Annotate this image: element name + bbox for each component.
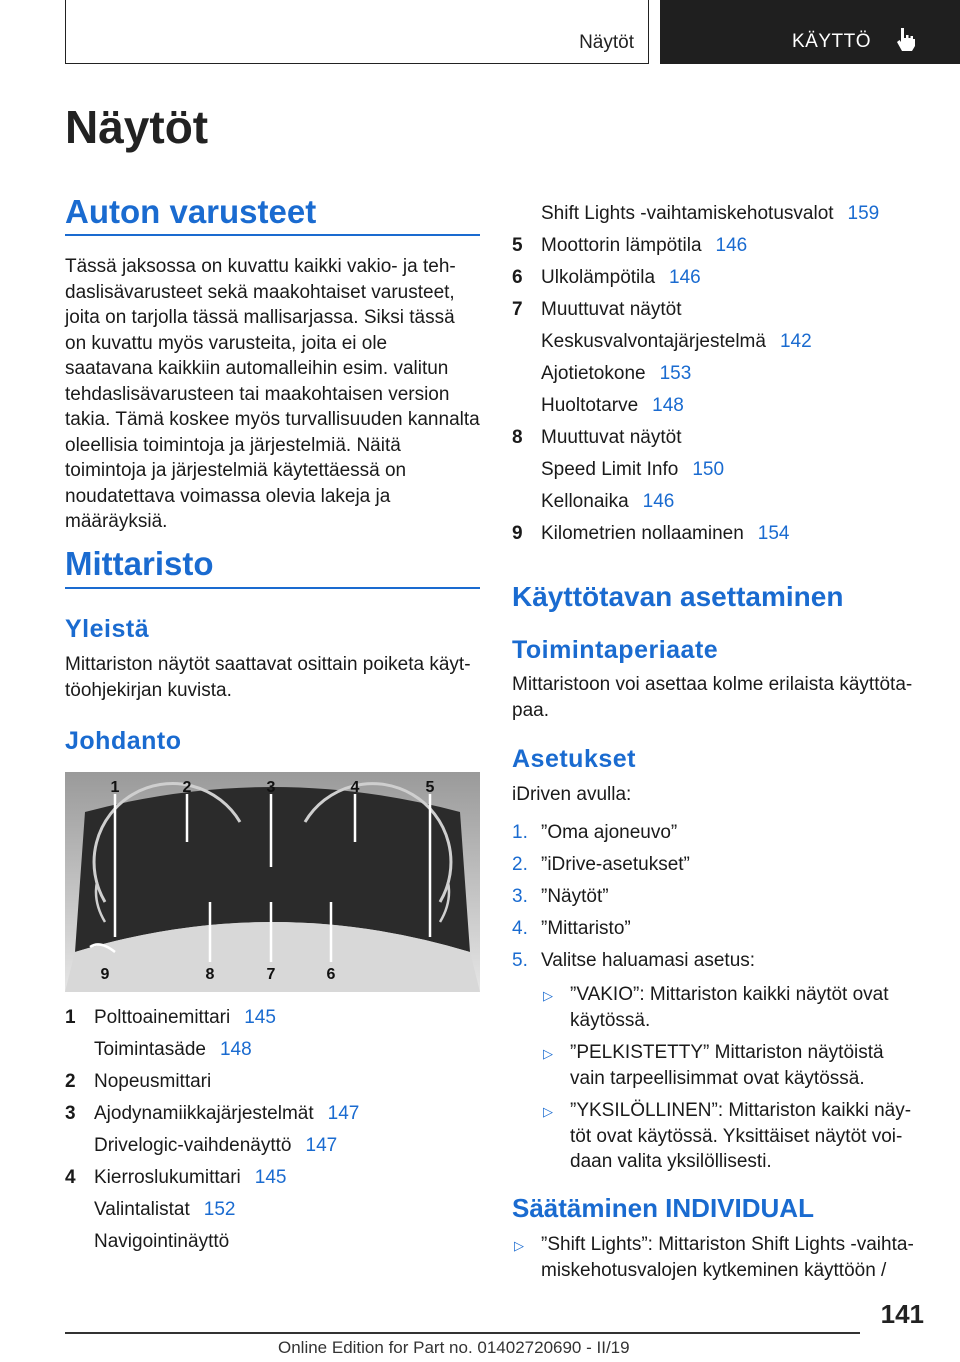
page-reference-link[interactable]: 147 [305, 1135, 338, 1156]
figure-label: 3 [266, 779, 276, 796]
list-number: 1 [65, 1007, 76, 1028]
list-item: Shift Lights -vaihtamiskehotusvalot 159 [541, 203, 880, 224]
list-item: Polttoainemittari 145 [94, 1007, 276, 1028]
figure-label: 1 [110, 779, 120, 796]
figure-label: 8 [205, 966, 215, 983]
instrument-cluster-figure [65, 772, 480, 992]
page-reference-link[interactable]: 146 [642, 491, 675, 512]
triangle-bullet-icon: ▷ [514, 1238, 524, 1253]
figure-label: 6 [326, 966, 336, 983]
auton-varusteet-paragraph: Tässä jaksossa on kuvattu kaikki vakio- ja tehdaslisävarusteet sekä maakohtaiset varusteet, joita on tarjolla tässä mallisarjassa. Siksi tässä on kuvattu myös varusteita, joita ei ole saatavana kaikkiin automalleihin esim. valitun tehdaslisävarusteen tai maakohtaisen version takia. Tämä koskee myös turvallisuuden kannalta oleellisia toimintoja ja järjestelmiä. Näitä toimintoja ja järjestelmiä käytettäessä on noudatettava voimassa olevia lakeja ja määräyksiä. [65, 256, 480, 532]
header-chapter-label: KÄYTTÖ [792, 31, 872, 52]
asetukset-intro: iDriven avulla: [512, 784, 632, 805]
list-number: 2 [65, 1071, 76, 1092]
header-chapter-tab [660, 0, 960, 64]
header-section-label: Näytöt [579, 32, 634, 53]
page-reference-link[interactable]: 146 [715, 235, 748, 256]
list-item: Kellonaika 146 [541, 491, 675, 512]
step-number: 5. [512, 950, 528, 971]
page-reference-link[interactable]: 148 [652, 395, 684, 416]
step-number: 4. [512, 918, 528, 939]
list-number: 9 [512, 523, 523, 544]
page-reference-link[interactable]: 153 [659, 363, 692, 384]
page-reference-link[interactable]: 142 [779, 331, 812, 352]
header-section-tab [65, 0, 649, 64]
page-reference-link[interactable]: 154 [757, 523, 790, 544]
figure-label: 9 [100, 966, 110, 983]
list-item: Moottorin lämpötila 146 [541, 235, 748, 256]
page-reference-link[interactable]: 150 [692, 459, 725, 480]
list-number: 8 [512, 427, 523, 448]
page-reference-link[interactable]: 146 [669, 267, 701, 288]
step-item: ”iDrive-asetukset” [541, 854, 690, 875]
list-number: 3 [65, 1103, 76, 1124]
list-number: 4 [65, 1167, 76, 1188]
list-item: Keskusvalvontajärjestelmä 142 [541, 331, 812, 352]
list-number: 6 [512, 267, 523, 288]
list-item: Huoltotarve 148 [541, 395, 684, 416]
option-item: ”VAKIO”: Mittariston kaikki näytöt ovat käytössä. [570, 984, 889, 1031]
step-number: 1. [512, 822, 528, 843]
option-item: ”PELKISTETTY” Mittariston näytöistä vain tarpeellisimmat ovat käytössä. [570, 1042, 884, 1089]
list-item: Navigointinäyttö [94, 1231, 230, 1252]
footer-rule [65, 1332, 860, 1334]
triangle-bullet-icon: ▷ [543, 1046, 553, 1061]
list-item: Kierroslukumittari 145 [94, 1167, 287, 1188]
heading-asetukset: Asetukset [512, 745, 636, 773]
list-item: Drivelogic-vaihdenäyttö 147 [94, 1135, 338, 1156]
heading-saataminen-individual: Säätäminen INDIVIDUAL [512, 1193, 814, 1223]
list-item: Ajotietokone 153 [541, 363, 692, 384]
page-reference-link[interactable]: 152 [203, 1199, 236, 1220]
list-item: Valintalistat 152 [94, 1199, 236, 1220]
heading-kayttotavan-asettaminen: Käyttötavan asettaminen [512, 581, 844, 612]
list-item: Muuttuvat näytöt [541, 427, 682, 448]
list-number: 7 [512, 299, 523, 320]
list-item: Toimintasäde 148 [94, 1039, 252, 1060]
step-number: 3. [512, 886, 528, 907]
heading-mittaristo: Mittaristo [65, 545, 214, 582]
page-number: 141 [880, 1299, 924, 1329]
yleista-paragraph: Mittariston näytöt saattavat osittain poiketa käyttöohjekirjan kuvista. [65, 654, 471, 701]
hand-pointer-icon [895, 26, 917, 52]
page-reference-link[interactable]: 147 [327, 1103, 360, 1124]
list-item: Kilometrien nollaaminen 154 [541, 523, 790, 544]
list-item: Speed Limit Info 150 [541, 459, 725, 480]
triangle-bullet-icon: ▷ [543, 1104, 553, 1119]
list-item: Ulkolämpötila 146 [541, 267, 701, 288]
figure-label: 2 [182, 779, 192, 796]
heading-auton-varusteet: Auton varusteet [65, 193, 317, 230]
step-item: ”Näytöt” [541, 886, 609, 907]
list-number: 5 [512, 235, 523, 256]
saataminen-bullet: ”Shift Lights”: Mittariston Shift Lights -vaihtamiskehotusvalojen kytkeminen käyttöön / [541, 1234, 914, 1281]
option-item: ”YKSILÖLLINEN”: Mittariston kaikki näytöt ovat käytössä. Yksittäiset näytöt voidaan valita yksilöllisesti. [570, 1100, 912, 1172]
heading-johdanto: Johdanto [65, 727, 182, 755]
heading-yleista: Yleistä [65, 615, 150, 643]
step-item: ”Mittaristo” [541, 918, 631, 939]
list-item: Ajodynamiikkajärjestelmät 147 [94, 1103, 360, 1124]
figure-label: 4 [350, 779, 360, 796]
page-title: Näytöt [65, 101, 209, 153]
figure-label: 7 [266, 966, 276, 983]
heading-rule [65, 587, 480, 589]
triangle-bullet-icon: ▷ [543, 988, 553, 1003]
list-item: Muuttuvat näytöt [541, 299, 682, 320]
step-number: 2. [512, 854, 528, 875]
step-item: ”Oma ajoneuvo” [541, 822, 678, 843]
footer-edition: Online Edition for Part no. 01402720690 - II/19 [278, 1338, 630, 1357]
page-reference-link[interactable]: 145 [244, 1007, 276, 1028]
page-reference-link[interactable]: 145 [254, 1167, 287, 1188]
step-item: Valitse haluamasi asetus: [541, 950, 756, 971]
toimintaperiaate-paragraph: Mittaristoon voi asettaa kolme erilaista käyttötapaa. [512, 674, 913, 721]
figure-label: 5 [425, 779, 435, 796]
heading-toimintaperiaate: Toimintaperiaate [512, 636, 719, 664]
page-reference-link[interactable]: 148 [219, 1039, 252, 1060]
list-item: Nopeusmittari [94, 1071, 212, 1092]
heading-rule [65, 234, 480, 236]
page-reference-link[interactable]: 159 [847, 203, 880, 224]
